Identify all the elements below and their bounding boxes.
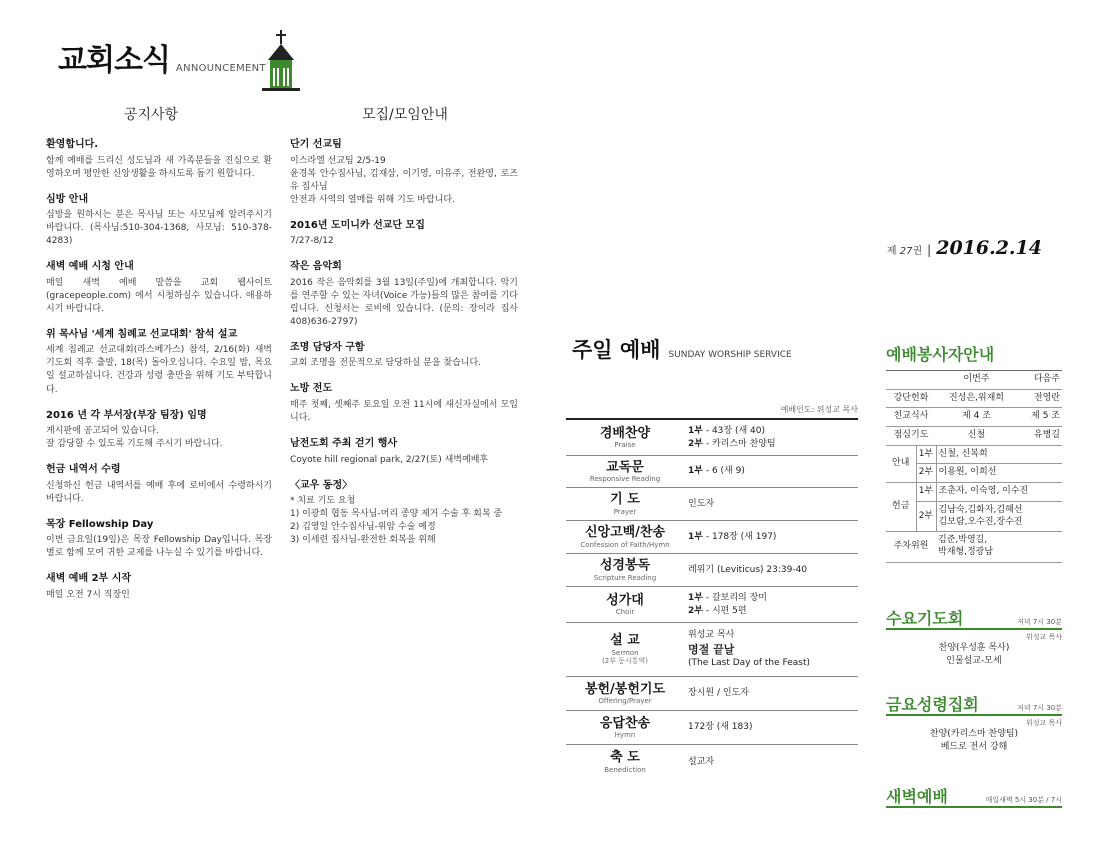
table-row: 주차위원 김준,박영길, 박재형,정광남 <box>886 532 1062 562</box>
table-row: 성가대 Choir 1부 - 갈보리의 장미 2부 - 시편 5편 <box>566 587 858 623</box>
table-row: 성경봉독 Scripture Reading 레위기 (Leviticus) 23:39-40 <box>566 554 858 587</box>
worship-leader: 예배인도: 위성교 목사 <box>780 405 858 414</box>
notices-column <box>46 138 272 614</box>
recruit-item: 남전도회 주최 걷기 행사 Coyote hill regional park, 2/27(토) 새벽예배후 <box>290 438 489 465</box>
recruit-item: 조명 담당자 구함 교회 조명을 전문적으로 담당하실 분을 찾습니다. <box>290 341 482 369</box>
table-row: 2부 김남숙,김화자,김혜선 김보람,오수진,장수진 <box>886 501 1062 531</box>
table-row: 신앙고백/찬송 Confession of Faith/Hymn 1부 - 178장 (새 197) <box>566 521 858 554</box>
dawn-section: 새벽예배 매일새벽 5시 30분 / 7시 <box>886 787 1062 806</box>
recruit-heading: 모집/모임안내 <box>362 107 448 123</box>
worship-order-table <box>566 418 858 779</box>
notice-item: 2016 년 각 부서장(부장 팀장) 임명 게시판에 공고되어 있습니다. 잘 감당할 수 있도록 기도해 주시기 바랍니다. <box>46 409 223 450</box>
table-row: 헌금 1부 조춘자, 이숙영, 이수진 <box>886 483 1062 502</box>
table-row: 설 교 Sermon (2부 동시통역) 위성교 목사 명절 끝날 (The Last Day of the Feast) <box>566 623 858 677</box>
table-row: 봉헌/봉헌기도 Offering/Prayer 장시원 / 인도자 <box>566 677 858 711</box>
table-row: 점심기도 신철 유병길 <box>886 427 1062 446</box>
servers-table <box>886 370 1062 563</box>
worship-title-english: SUNDAY WORSHIP SERVICE <box>668 350 792 360</box>
dawn-title: 새벽예배 <box>886 787 948 806</box>
table-row: 강단헌화 진성은,위재희 전영란 <box>886 389 1062 408</box>
wednesday-title: 수요기도회 <box>886 609 964 628</box>
friday-section: 금요성령집회 저녁 7시 30분 위성교 목사 찬양(카리스마 찬양팀) 베드로 전서 강해 <box>886 695 1062 752</box>
table-row: 교독문 Responsive Reading 1부 - 6 (새 9) <box>566 456 858 488</box>
table-row: 2부 이용원, 이희선 <box>886 464 1062 483</box>
table-row: 축 도 Benediction 설교자 <box>604 750 715 774</box>
recruit-item: 〈교우 동정〉 * 치료 기도 요청 1) 이광희 협동 목사님-머리 종양 제거 수술 후 회복 중 2) 김영일 안수집사님-위암 수술 예정 3) 이세련 집사님-완전한 회복을 위해 <box>290 479 503 546</box>
page-title <box>58 43 266 78</box>
notice-item: 헌금 내역서 수령 신청하신 헌금 내역서를 예배 후에 로비에서 수령하시기 바랍니다. <box>46 464 272 504</box>
recruit-item: 2016년 도미니카 선교단 모집 7/27-8/12 <box>290 219 425 247</box>
table-row: 안내 1부 신철, 신복희 <box>886 445 1062 464</box>
title-korean: 교회소식 <box>58 43 170 78</box>
issue-info <box>887 237 1042 259</box>
worship-title <box>572 334 792 364</box>
notice-item: 환영합니다. 함께 예배를 드리신 성도님과 새 가족분들을 진심으로 환영하오며 평안한 신앙생활을 하시도록 돕기 원합니다. <box>46 139 272 179</box>
table-row: 친교식사 제 4 조 제 5 조 <box>886 408 1062 427</box>
table-row: 응답찬송 Hymn 172장 (새 183) <box>566 711 858 745</box>
recruit-item: 작은 음악회 2016 작은 음악회를 3월 13일(주일)에 개최합니다. 악기를 연주할 수 있는 자녀(Voice 가능)들의 많은 참여를 기다립니다. 신청서는 로비에 있습니다. (문의: 장이라 집사 408)636-2797) <box>290 261 518 327</box>
table-row: 경배찬양 Praise 1부 - 43장 (새 40) 2부 - 카리스마 찬양팀 <box>566 420 858 456</box>
issue-date: 2016.2.14 <box>936 237 1042 259</box>
wednesday-section: 수요기도회 저녁 7시 30분 위성교 목사 찬양(우성훈 목사) 인물설교-모세 <box>886 609 1062 666</box>
worship-title-korean: 주일 예배 <box>572 338 661 362</box>
recruit-item: 노방 전도 매주 첫째, 셋째주 토요일 오전 11시에 새신자실에서 모입니다. <box>290 383 518 424</box>
friday-title: 금요성령집회 <box>886 695 979 714</box>
notice-item: 심방 안내 심방을 원하시는 분은 목사님 또는 사모님께 알려주시기 바랍니다. (목사님:510-304-1368, 사모님: 510-378-4283) <box>46 193 272 247</box>
servers-title: 예배봉사자안내 <box>886 345 995 364</box>
notice-item: 새벽 예배 2부 시작 매일 오전 7시 직장인 <box>46 573 132 600</box>
notice-item: 목장 Fellowship Day 이번 금요일(19일)은 목장 Fellowship Day입니다. 목장별로 함께 모여 귀한 교제를 나누실 수 있기를 바랍니다. <box>46 518 272 559</box>
notice-item: 위 목사님 '세계 침례교 선교대회' 참석 설교 세계 침례교 선교대회(라스베가스) 참석, 2/16(화) 새벽 기도회 직후 출발, 18(목) 돌아오십니다. 수요일 밤, 목요일 설교하십니다. 건강과 성령 충만을 위해 기도 부탁합니다. <box>46 328 272 395</box>
recruit-column <box>290 138 518 559</box>
issue-separator: | <box>927 243 932 257</box>
church-icon <box>258 30 304 92</box>
volume-label: 제 27권 <box>886 246 923 257</box>
notices-heading: 공지사항 <box>124 107 179 123</box>
recruit-item: 단기 선교팀 이스라엘 선교팀 2/5-19 윤경복 안수집사님, 김재삼, 이기영, 이유주, 전완영, 로즈유 집사님 안전과 사역의 열매를 위해 기도 바랍니다. <box>290 139 518 205</box>
table-row: 이번주 다음주 <box>886 371 1062 390</box>
title-english: ANNOUNCEMENT <box>175 63 266 74</box>
table-row: 기 도 Prayer 인도자 <box>566 488 858 521</box>
notice-item: 새벽 예배 시청 안내 매일 새벽 예배 말씀을 교회 웹사이트(gracepeople.com) 에서 시청하실수 있습니다. 애용하시기 바랍니다. <box>46 261 272 314</box>
